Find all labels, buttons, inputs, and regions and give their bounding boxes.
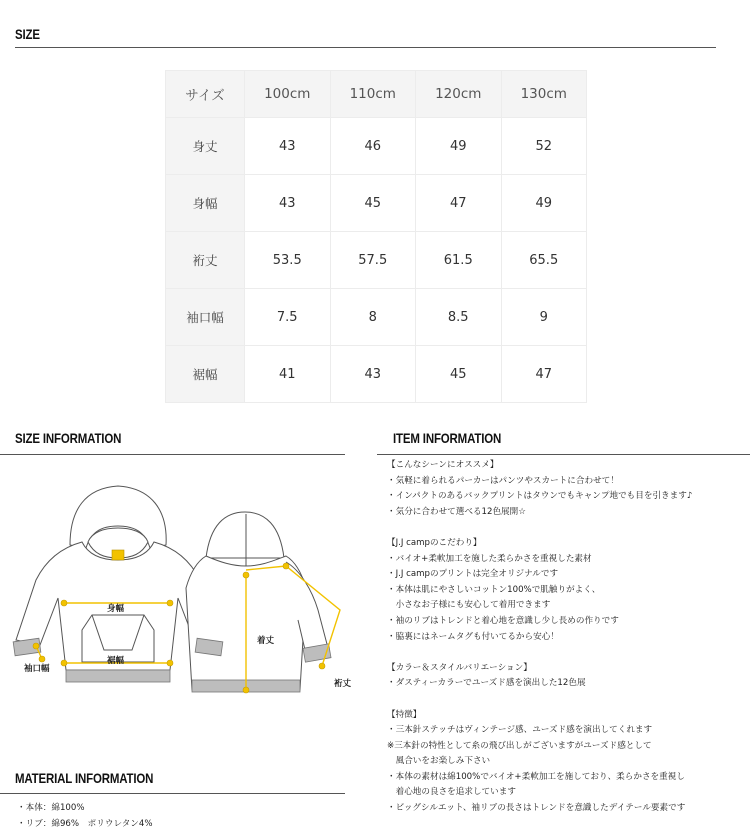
front-hem-rib — [66, 670, 170, 682]
item-info-line: ・ダスティーカラーでユーズド感を演出した12色展 — [387, 678, 586, 689]
size-table-row-label: 身幅 — [166, 175, 245, 232]
size-table-cell: 53.5 — [245, 232, 331, 289]
material-info-divider — [0, 793, 345, 794]
size-table-cell: 43 — [245, 175, 331, 232]
item-info-line: ・ビッグシルエット、袖リブの長さはトレンドを意識したデイテール要素です — [387, 803, 686, 814]
size-table-header-row — [166, 71, 587, 118]
size-table-cell: 47 — [416, 175, 502, 232]
item-info-divider — [377, 454, 750, 455]
size-table-cell: 9 — [501, 289, 587, 346]
spacer — [387, 645, 749, 661]
size-table-cell: 46 — [330, 118, 416, 175]
item-info-title: ITEM INFORMATION — [393, 430, 502, 446]
size-table-row-label: 裄丈 — [166, 232, 245, 289]
item-info-list — [387, 458, 749, 817]
item-info-line: ※三本針の特性として糸の飛び出しがございますがユーズド感として — [387, 740, 652, 751]
size-table-cell: 43 — [245, 118, 331, 175]
back-hood — [206, 512, 284, 558]
size-section-divider — [15, 47, 716, 48]
measure-point — [243, 572, 249, 578]
size-table-header-cell: 110cm — [330, 71, 416, 118]
size-table-cell: 47 — [501, 346, 587, 403]
material-info-line: ・本体：綿100% — [17, 803, 85, 813]
label-hem-width: 裾幅 — [107, 656, 125, 666]
item-info-line: ・バイオ+柔軟加工を施した柔らかさを重視した素材 — [387, 553, 592, 564]
label-body-width: 身幅 — [107, 604, 125, 614]
hood-tag — [112, 550, 124, 560]
size-info-title: SIZE INFORMATION — [15, 430, 122, 446]
size-table-cell: 49 — [416, 118, 502, 175]
size-table-cell: 43 — [330, 346, 416, 403]
size-table-cell: 45 — [330, 175, 416, 232]
label-cuff-width: 袖口幅 — [24, 664, 50, 674]
size-table-cell: 45 — [416, 346, 502, 403]
item-info-line: 【特徴】 — [387, 709, 422, 720]
item-info-line: ・インパクトのあるバックプリントはタウンでもキャンプ地でも目を引きます♪ — [387, 491, 693, 502]
size-table-cell: 8 — [330, 289, 416, 346]
measure-point — [283, 563, 289, 569]
measure-point — [61, 600, 67, 606]
size-table-cell: 65.5 — [501, 232, 587, 289]
size-table-cell: 7.5 — [245, 289, 331, 346]
item-info-line: ・袖のリブはトレンドと着心地を意識し少し長めの作りです — [387, 615, 619, 626]
item-info-line: ・本体の素材は綿100%でバイオ+柔軟加工を施しており、柔らかさを重視し — [387, 771, 685, 782]
item-info-line: ・気軽に着られるパーカーはパンツやスカートに合わせて！ — [387, 475, 619, 486]
size-table-row-label: 裾幅 — [166, 346, 245, 403]
item-info-line: ・三本針ステッチはヴィンテージ感、ユーズド感を演出してくれます — [387, 725, 653, 736]
size-table-cell: 8.5 — [416, 289, 502, 346]
size-table-row-label: 身丈 — [166, 118, 245, 175]
size-table-row-label: 袖口幅 — [166, 289, 245, 346]
size-table-cell: 61.5 — [416, 232, 502, 289]
measure-point — [61, 660, 67, 666]
item-info-line: 【こんなシーンにオススメ】 — [387, 460, 499, 470]
label-sleeve-length: 裄丈 — [334, 679, 352, 689]
item-info-line: 着心地の良さを追求しています — [387, 787, 516, 798]
size-table-cell: 49 — [501, 175, 587, 232]
size-table-header-label: サイズ — [166, 71, 245, 118]
size-table — [165, 70, 587, 403]
size-table-row — [166, 232, 587, 289]
item-info-line: ・気分に合わせて選べる12色展開☆ — [387, 506, 526, 517]
material-info-line: ・リブ：綿96% ポリウレタン4% — [17, 819, 153, 829]
size-table-cell: 52 — [501, 118, 587, 175]
item-info-line: 小さなお子様にも安心して着用できます — [387, 600, 551, 611]
size-table-row — [166, 289, 587, 346]
size-table-row — [166, 346, 587, 403]
measure-point — [243, 687, 249, 693]
measure-point — [167, 600, 173, 606]
measure-point — [319, 663, 325, 669]
size-table-cell: 41 — [245, 346, 331, 403]
item-info-line: 【カラー＆スタイルバリエーション】 — [387, 662, 532, 673]
size-table-cell: 57.5 — [330, 232, 416, 289]
hoodie-diagram — [0, 470, 345, 700]
item-info-line: 風合いをお楽しみ下さい — [387, 756, 491, 767]
size-info-divider — [0, 454, 345, 455]
label-length: 着丈 — [257, 636, 275, 646]
item-info-line: ・J.J campのプリントは完全オリジナルです — [387, 569, 559, 580]
item-info-line: 【J.J campのこだわり】 — [387, 537, 482, 548]
item-info-line: ・脇裏にはネームタグも付いてるから安心！ — [387, 631, 559, 642]
size-table-row — [166, 118, 587, 175]
size-table-header-cell: 120cm — [416, 71, 502, 118]
material-info-list — [17, 800, 337, 832]
measure-point — [167, 660, 173, 666]
measure-point — [33, 643, 39, 649]
size-table-header-cell: 100cm — [245, 71, 331, 118]
item-info-line: ・本体は肌にやさしいコットン100%で肌触りがよく、 — [387, 584, 601, 595]
spacer — [387, 692, 749, 708]
size-table-header-cell: 130cm — [501, 71, 587, 118]
material-info-title: MATERIAL INFORMATION — [15, 770, 154, 786]
spacer — [387, 520, 749, 536]
size-table-row — [166, 175, 587, 232]
size-section-title: SIZE — [15, 26, 40, 42]
